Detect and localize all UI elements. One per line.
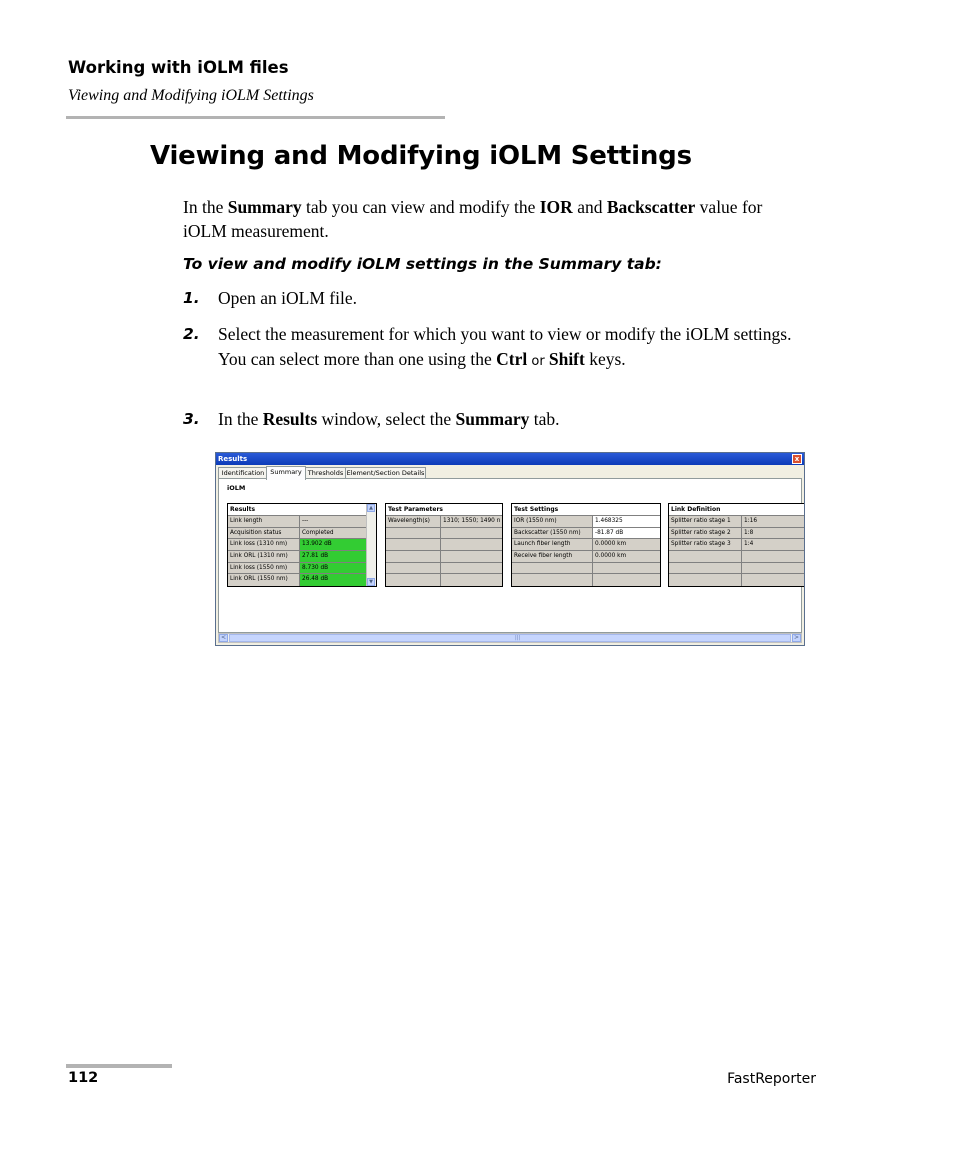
summary-panel <box>218 478 802 633</box>
procedure-title: To view and modify iOLM settings in the Summary tab: <box>183 255 662 273</box>
results-window-titlebar: Results x <box>216 453 804 465</box>
scroll-thumb[interactable] <box>229 634 791 642</box>
page-number: 112 <box>68 1070 99 1086</box>
table-row <box>512 574 660 586</box>
table-row <box>669 574 805 586</box>
footer-product-name: FastReporter <box>727 1071 816 1087</box>
header-rule <box>66 116 445 119</box>
table-row[interactable]: Link length --- <box>228 516 367 528</box>
tab-identification[interactable]: Identification <box>218 467 268 479</box>
tab-element-section-details[interactable]: Element/Section Details <box>346 469 425 477</box>
table-row[interactable]: Wavelength(s) 1310; 1550; 1490 n <box>386 516 502 528</box>
step-number: 2. <box>183 325 200 343</box>
link-definition-grid <box>668 503 805 587</box>
table-row <box>386 528 502 540</box>
table-row[interactable]: IOR (1550 nm) 1.468325 <box>512 516 660 528</box>
table-row[interactable]: Receive fiber length 0.0000 km <box>512 551 660 563</box>
ior-value-field[interactable]: 1.468325 <box>595 518 623 524</box>
table-row[interactable]: Splitter ratio stage 1 1:16 <box>669 516 805 528</box>
table-row[interactable]: Acquisition status Completed <box>228 528 367 540</box>
table-row <box>512 563 660 575</box>
close-icon[interactable]: x <box>792 454 802 464</box>
test-parameters-grid <box>385 503 503 587</box>
backscatter-value-field[interactable]: -81.87 dB <box>595 529 624 536</box>
table-row <box>386 539 502 551</box>
scroll-left-icon[interactable]: < <box>220 634 227 641</box>
step-number: 1. <box>183 289 200 307</box>
scroll-down-icon[interactable]: ▼ <box>367 578 375 586</box>
intro-paragraph: In the Summary tab you can view and modify the IOR and Backscatter value for iOLM measurement. <box>183 197 763 241</box>
table-row[interactable]: Link ORL (1550 nm) 26.48 dB <box>228 574 367 586</box>
tab-summary[interactable]: Summary <box>266 466 306 480</box>
test-settings-grid <box>511 503 661 587</box>
results-vertical-scrollbar[interactable] <box>366 504 376 586</box>
table-row[interactable]: Link ORL (1310 nm) 27.81 dB <box>228 551 367 563</box>
table-row[interactable]: Backscatter (1550 nm) -81.87 dB <box>512 528 660 540</box>
iolm-section-label: iOLM <box>227 484 246 492</box>
results-window-screenshot <box>215 452 805 646</box>
table-row <box>669 551 805 563</box>
grid-header: Link Definition <box>669 504 805 516</box>
results-grid <box>227 503 377 587</box>
grip-icon: ||| <box>515 635 521 641</box>
step-text: Open an iOLM file. <box>218 288 357 308</box>
grid-header: Test Parameters <box>386 504 502 516</box>
step-text: Select the measurement for which you want to view or modify the iOLM settings. You can select more than one using the Ctrl or Shift keys. <box>218 324 792 369</box>
footer-rule <box>66 1064 172 1068</box>
page-title: Viewing and Modifying iOLM Settings <box>150 141 692 171</box>
table-row[interactable]: Link loss (1310 nm) 13.902 dB <box>228 539 367 551</box>
horizontal-scrollbar[interactable] <box>218 633 802 643</box>
running-header-section: Viewing and Modifying iOLM Settings <box>68 87 314 104</box>
tab-thresholds[interactable]: Thresholds <box>304 467 347 479</box>
table-row[interactable]: Splitter ratio stage 2 1:8 <box>669 528 805 540</box>
running-header-chapter: Working with iOLM files <box>68 58 289 77</box>
table-row <box>669 563 805 575</box>
grid-header: Results <box>228 504 369 516</box>
table-row <box>386 574 502 586</box>
table-row[interactable]: Link loss (1550 nm) 8.730 dB <box>228 563 367 575</box>
table-row[interactable]: Launch fiber length 0.0000 km <box>512 539 660 551</box>
scroll-up-icon[interactable]: ▲ <box>367 504 375 512</box>
scroll-right-icon[interactable]: > <box>793 634 800 641</box>
table-row[interactable]: Splitter ratio stage 3 1:4 <box>669 539 805 551</box>
grid-header: Test Settings <box>512 504 660 516</box>
table-row <box>386 551 502 563</box>
table-row <box>386 563 502 575</box>
step-number: 3. <box>183 410 200 428</box>
step-text: In the Results window, select the Summary tab. <box>218 409 560 429</box>
